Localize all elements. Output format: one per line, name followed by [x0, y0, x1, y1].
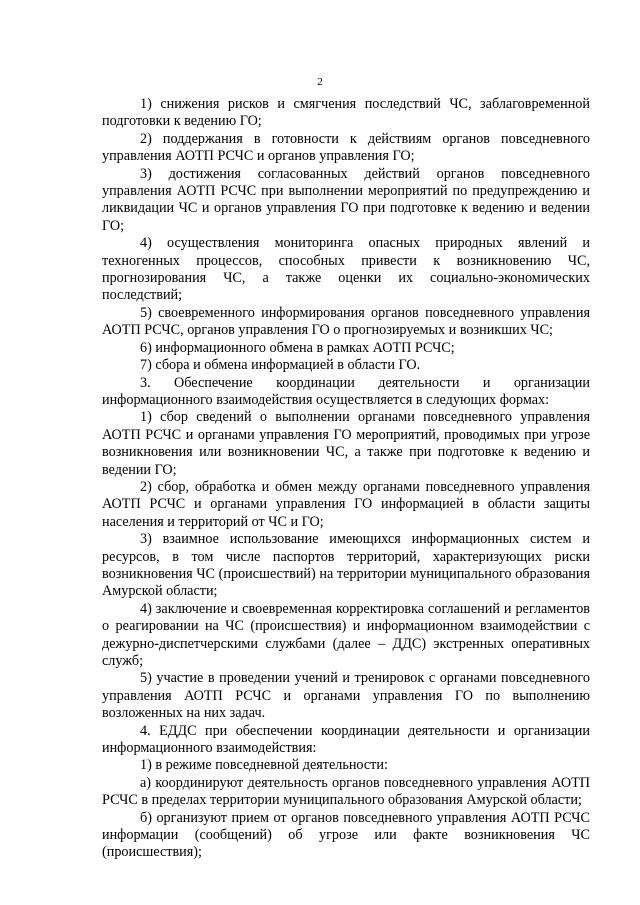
document-body — [102, 96, 590, 862]
paragraph: б) организуют прием от органов повседневного управления АОТП РСЧС информации (сообщений) об угрозе или факте возникновения ЧС (происшествия); — [102, 809, 590, 861]
paragraph: 7) сбора и обмена информацией в области ГО. — [140, 357, 421, 374]
paragraph: 4. ЕДДС при обеспечении координации деятельности и организации информационного взаимодействия: — [102, 722, 590, 757]
page-number: 2 — [317, 76, 323, 88]
paragraph: 1) снижения рисков и смягчения последствий ЧС, заблаговременной подготовки к ведению ГО; — [102, 96, 590, 130]
paragraph: 4) заключение и своевременная корректировка соглашений и регламентов о реагировании на ЧС (происшествия) и информационном взаимодействии с дежурно-диспетчерскими службами (далее – ДДС) экстренных оперативных служб; — [102, 600, 590, 669]
paragraph: 2) сбор, обработка и обмен между органами повседневного управления АОТП РСЧС и органами управления ГО информацией в области защиты населения и территорий от ЧС и ГО; — [102, 478, 590, 530]
paragraph: 1) в режиме повседневной деятельности: — [140, 757, 388, 774]
paragraph: 1) сбор сведений о выполнении органами повседневного управления АОТП РСЧС и органами управления ГО мероприятий, проводимых при угрозе возникновения или возникновении ЧС, а также при подготовке к ведению и ведении ГО; — [102, 409, 590, 478]
paragraph: 5) своевременного информирования органов повседневного управления АОТП РСЧС, органов управления ГО о прогнозируемых и возникших ЧС; — [102, 304, 590, 339]
paragraph: 6) информационного обмена в рамках АОТП РСЧС; — [140, 339, 455, 356]
paragraph: 3) достижения согласованных действий органов повседневного управления АОТП РСЧС при выполнении мероприятий по предупреждению и ликвидации ЧС и органов управления ГО при подготовке к ведению и ведении ГО; — [102, 165, 590, 234]
paragraph: 2) поддержания в готовности к действиям органов повседневного управления АОТП РСЧС и органов управления ГО; — [102, 130, 590, 165]
paragraph: а) координируют деятельность органов повседневного управления АОТП РСЧС в пределах территории муниципального образования Амурской области; — [102, 774, 590, 809]
paragraph: 4) осуществления мониторинга опасных природных явлений и техногенных процессов, способных привести к возникновению ЧС, прогнозирования ЧС, а также оценки их социально-экономических последствий; — [102, 235, 590, 304]
paragraph: 5) участие в проведении учений и тренировок с органами повседневного управления АОТП РСЧС и органами управления ГО по выполнению возложенных на них задач. — [102, 670, 590, 722]
paragraph: 3. Обеспечение координации деятельности и организации информационного взаимодействия осуществляется в следующих формах: — [102, 374, 590, 408]
paragraph: 3) взаимное использование имеющихся информационных систем и ресурсов, в том числе паспортов территорий, характеризующих риски возникновения ЧС (происшествий) на территории муниципального образования Амурской области; — [102, 531, 590, 600]
